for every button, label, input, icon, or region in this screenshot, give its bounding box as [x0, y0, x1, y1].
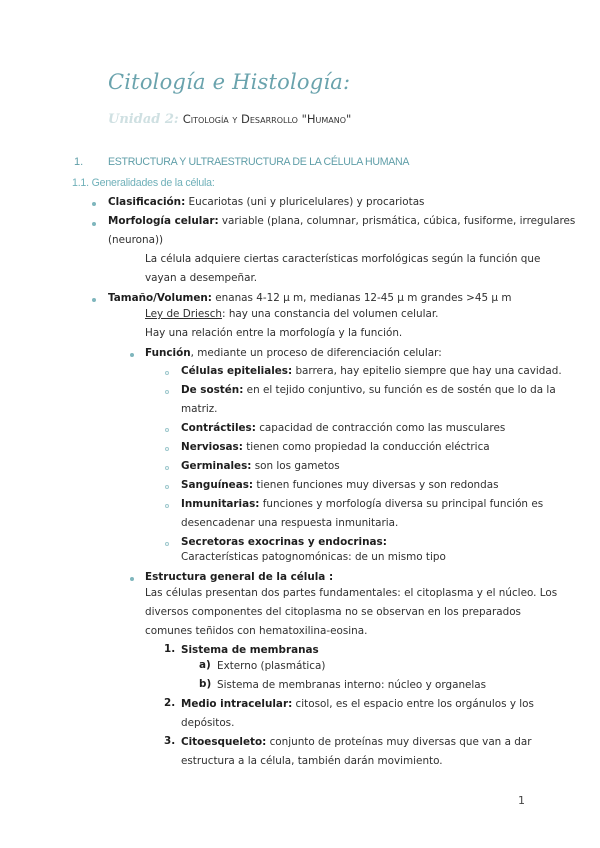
- tipo-line: Germinales: son los gametos: [181, 460, 340, 472]
- tipo-line-continuation: Características patognomónicas: de un mismo tipo: [181, 551, 446, 563]
- item-externo: Externo (plasmática): [217, 660, 326, 672]
- tipo-line-continuation: desencadenar una respuesta inmunitaria.: [181, 517, 399, 529]
- item-letter: b): [199, 678, 212, 690]
- section-number: 1.: [74, 156, 84, 168]
- estructura-heading: Estructura general de la célula :: [145, 571, 334, 583]
- estructura-paragraph-3: comunes teñidos con hematoxilina-eosina.: [145, 625, 368, 637]
- unit-label: Unidad 2:: [108, 112, 179, 127]
- subsection-heading: 1.1. Generalidades de la célula:: [72, 177, 215, 189]
- item-citoesqueleto: Citoesqueleto: conjunto de proteínas muy diversas que van a dar: [181, 736, 532, 748]
- page-number: 1: [518, 794, 525, 807]
- funcion-line: Función, mediante un proceso de diferenciación celular:: [145, 347, 442, 359]
- ring-bullet-icon: [165, 428, 169, 432]
- ring-bullet-icon: [165, 504, 169, 508]
- item-number: 3.: [164, 735, 176, 747]
- tipo-line: Inmunitarias: funciones y morfología diversa su principal función es: [181, 498, 544, 510]
- item-number: 1.: [164, 643, 176, 655]
- tipo-line: Sanguíneas: tienen funciones muy diversas y son redondas: [181, 479, 499, 491]
- estructura-paragraph-1: Las células presentan dos partes fundamentales: el citoplasma y el núcleo. Los: [145, 587, 558, 599]
- bullet-icon: [92, 202, 96, 206]
- item-citoesqueleto-continuation: estructura a la célula, también darán movimiento.: [181, 755, 443, 767]
- tipo-line: De sostén: en el tejido conjuntivo, su función es de sostén que lo da la: [181, 384, 556, 396]
- tipo-line: Contráctiles: capacidad de contracción como las musculares: [181, 422, 506, 434]
- driesch-line: Ley de Driesch: hay una constancia del volumen celular.: [145, 308, 439, 320]
- document-subtitle: [108, 112, 351, 127]
- morfologia-line-2: (neurona)): [108, 234, 164, 246]
- bullet-icon: [92, 222, 96, 226]
- unit-title: Citología y Desarrollo "Humano": [182, 112, 352, 126]
- ring-bullet-icon: [165, 371, 169, 375]
- tipo-line: Secretoras exocrinas y endocrinas:: [181, 536, 387, 548]
- ring-bullet-icon: [165, 447, 169, 451]
- morfologia-line: Morfología celular: variable (plana, columnar, prismática, cúbica, fusiforme, irregulares: [108, 215, 576, 227]
- ring-bullet-icon: [165, 390, 169, 394]
- item-interno: Sistema de membranas interno: núcleo y organelas: [217, 679, 487, 691]
- morfologia-note-1: La célula adquiere ciertas características morfológicas según la función que: [145, 253, 541, 265]
- item-sistema-membranas: Sistema de membranas: [181, 644, 319, 656]
- bullet-icon: [130, 353, 134, 357]
- ring-bullet-icon: [165, 542, 169, 546]
- bullet-icon: [130, 577, 134, 581]
- estructura-paragraph-2: diversos componentes del citoplasma no se observan en los preparados: [145, 606, 521, 618]
- item-number: 2.: [164, 697, 176, 709]
- clasificacion-line: Clasificación: Eucariotas (uni y pluricelulares) y procariotas: [108, 196, 425, 208]
- relacion-line: Hay una relación entre la morfología y la función.: [145, 327, 403, 339]
- section-heading: ESTRUCTURA Y ULTRAESTRUCTURA DE LA CÉLULA HUMANA: [108, 156, 410, 168]
- item-letter: a): [199, 659, 211, 671]
- morfologia-note-2: vayan a desempeñar.: [145, 272, 258, 284]
- ring-bullet-icon: [165, 485, 169, 489]
- document-title: Citología e Histología:: [108, 70, 351, 94]
- tipo-line: Nerviosas: tienen como propiedad la conducción eléctrica: [181, 441, 490, 453]
- tamano-line: Tamaño/Volumen: enanas 4-12 μ m, medianas 12-45 μ m grandes >45 μ m: [108, 292, 512, 304]
- item-medio-intracelular: Medio intracelular: citosol, es el espacio entre los orgánulos y los: [181, 698, 534, 710]
- ring-bullet-icon: [165, 466, 169, 470]
- tipo-line-continuation: matriz.: [181, 403, 218, 415]
- tipo-line: Células epiteliales: barrera, hay epitelio siempre que hay una cavidad.: [181, 365, 562, 377]
- bullet-icon: [92, 298, 96, 302]
- item-medio-continuation: depósitos.: [181, 717, 235, 729]
